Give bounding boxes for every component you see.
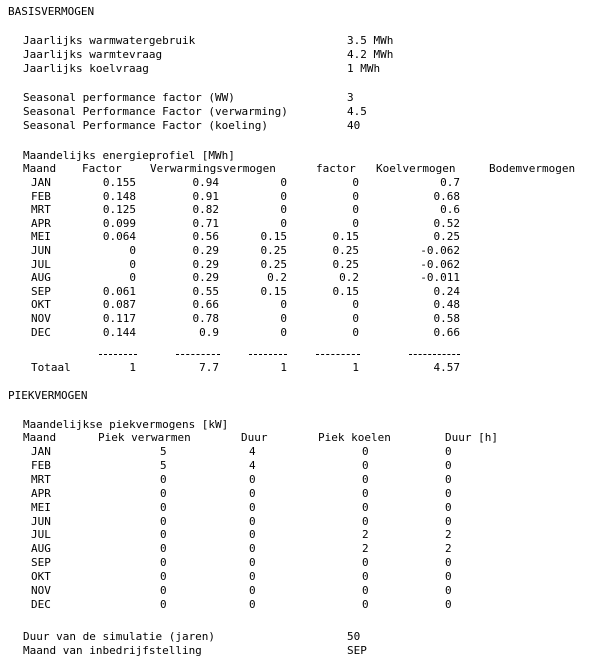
profile-cell-maand: JUN bbox=[31, 244, 51, 257]
profile-cell-verwarmingsvermogen: 0.56 bbox=[192, 230, 219, 244]
profile-cell-factor2: 0.15 bbox=[260, 284, 287, 298]
section-title-piekvermogen: PIEKVERMOGEN bbox=[8, 389, 88, 402]
profile-cell-verwarmingsvermogen: 0.82 bbox=[192, 203, 219, 217]
peak-cell-duur: 0 bbox=[249, 528, 256, 542]
profile-header-bodemvermogen: Bodemvermogen bbox=[489, 162, 576, 175]
peak-cell-duur-h: 0 bbox=[445, 570, 452, 584]
peak-cell-duur-h: 0 bbox=[445, 597, 452, 611]
profile-cell-bodemvermogen: 0.7 bbox=[440, 176, 460, 189]
peak-cell-duur-h: 0 bbox=[445, 445, 452, 458]
spf-label-ww: Seasonal performance factor (WW) bbox=[23, 91, 235, 104]
profile-cell-bodemvermogen: -0.062 bbox=[420, 244, 460, 257]
peak-cell-maand: JAN bbox=[31, 445, 51, 458]
peak-cell-piek-koelen: 0 bbox=[362, 584, 369, 597]
profile-cell-koelvermogen: 0.25 bbox=[332, 244, 359, 257]
section-title-basisvermogen: BASISVERMOGEN bbox=[8, 5, 95, 18]
peak-cell-duur-h: 0 bbox=[445, 458, 452, 472]
total-separator bbox=[409, 354, 460, 355]
spf-value-koeling: 40 bbox=[347, 119, 361, 132]
profile-cell-factor2: 0 bbox=[280, 298, 287, 312]
total-bodem: 4.57 bbox=[433, 361, 460, 374]
profile-cell-koelvermogen: 0 bbox=[352, 176, 359, 189]
peak-cell-maand: DEC bbox=[31, 597, 51, 611]
param-label-koelvraag: Jaarlijks koelvraag bbox=[23, 62, 149, 75]
total-koel: 1 bbox=[352, 361, 359, 374]
profile-cell-koelvermogen: 0 bbox=[352, 189, 359, 203]
profile-cell-maand: SEP bbox=[31, 284, 51, 298]
peak-cell-duur: 4 bbox=[249, 445, 256, 458]
peak-table-title: Maandelijkse piekvermogens [kW] bbox=[23, 418, 229, 431]
spf-label-koeling: Seasonal Performance Factor (koeling) bbox=[23, 119, 269, 132]
total-separator bbox=[176, 354, 220, 355]
profile-cell-factor: 0.144 bbox=[102, 325, 136, 339]
profile-cell-factor2: 0 bbox=[280, 325, 287, 339]
param-value-warmtevraag: 4.2 MWh bbox=[347, 48, 394, 61]
profile-cell-bodemvermogen: 0.68 bbox=[433, 189, 460, 203]
peak-cell-piek-koelen: 0 bbox=[362, 570, 369, 584]
peak-cell-duur: 0 bbox=[249, 570, 256, 584]
profile-cell-verwarmingsvermogen: 0.9 bbox=[199, 325, 219, 339]
profile-cell-verwarmingsvermogen: 0.94 bbox=[192, 176, 219, 189]
profile-header-koelvermogen: Koelvermogen bbox=[376, 162, 456, 175]
profile-cell-koelvermogen: 0 bbox=[352, 325, 359, 339]
peak-cell-piek-koelen: 0 bbox=[362, 486, 369, 500]
profile-cell-koelvermogen: 0.25 bbox=[332, 257, 359, 271]
spf-label-verwarming: Seasonal Performance Factor (verwarming) bbox=[23, 105, 288, 118]
profile-cell-maand: MEI bbox=[31, 230, 51, 244]
spf-value-verwarming: 4.5 bbox=[347, 105, 367, 118]
peak-cell-duur-h: 0 bbox=[445, 556, 452, 570]
peak-cell-duur-h: 2 bbox=[445, 528, 452, 542]
profile-cell-factor: 0.099 bbox=[102, 216, 136, 230]
total-verwarming: 7.7 bbox=[199, 361, 219, 374]
peak-cell-piek-koelen: 0 bbox=[362, 500, 369, 514]
profile-cell-factor2: 0.25 bbox=[260, 257, 287, 271]
profile-cell-factor2: 0 bbox=[280, 189, 287, 203]
peak-header-piek-koelen: Piek koelen bbox=[318, 431, 391, 444]
total-separator bbox=[249, 354, 287, 355]
peak-cell-piek-verwarmen: 0 bbox=[160, 514, 167, 528]
peak-cell-duur-h: 2 bbox=[445, 542, 452, 556]
param-label-warmtevraag: Jaarlijks warmtevraag bbox=[23, 48, 163, 61]
peak-cell-piek-verwarmen: 0 bbox=[160, 556, 167, 570]
peak-cell-duur-h: 0 bbox=[445, 486, 452, 500]
profile-cell-factor2: 0 bbox=[280, 216, 287, 230]
profile-header-maand: Maand bbox=[23, 162, 57, 175]
profile-cell-maand: AUG bbox=[31, 271, 51, 285]
profile-cell-factor: 0.148 bbox=[102, 189, 136, 203]
peak-cell-piek-koelen: 0 bbox=[362, 458, 369, 472]
profile-cell-koelvermogen: 0 bbox=[352, 298, 359, 312]
peak-cell-duur: 0 bbox=[249, 584, 256, 597]
peak-header-maand: Maand bbox=[23, 431, 57, 444]
profile-cell-factor: 0 bbox=[129, 257, 136, 271]
peak-cell-maand: APR bbox=[31, 486, 51, 500]
peak-cell-duur: 0 bbox=[249, 514, 256, 528]
peak-cell-maand: MEI bbox=[31, 500, 51, 514]
profile-cell-maand: OKT bbox=[31, 298, 51, 312]
peak-cell-piek-verwarmen: 0 bbox=[160, 528, 167, 542]
total-separator bbox=[99, 354, 137, 355]
peak-cell-piek-verwarmen: 0 bbox=[160, 486, 167, 500]
profile-cell-maand: DEC bbox=[31, 325, 51, 339]
profile-cell-verwarmingsvermogen: 0.29 bbox=[192, 244, 219, 257]
profile-cell-bodemvermogen: 0.58 bbox=[433, 312, 460, 325]
peak-cell-duur: 4 bbox=[249, 458, 256, 472]
peak-cell-piek-koelen: 2 bbox=[362, 528, 369, 542]
peak-cell-piek-koelen: 2 bbox=[362, 542, 369, 556]
peak-cell-duur: 0 bbox=[249, 556, 256, 570]
peak-header-duur-h: Duur [h] bbox=[445, 431, 498, 444]
profile-cell-factor2: 0 bbox=[280, 176, 287, 189]
param-value-koelvraag: 1 MWh bbox=[347, 62, 381, 75]
profile-cell-factor: 0.125 bbox=[102, 203, 136, 217]
profile-cell-factor2: 0 bbox=[280, 203, 287, 217]
profile-cell-verwarmingsvermogen: 0.91 bbox=[192, 189, 219, 203]
peak-cell-maand: JUL bbox=[31, 528, 51, 542]
peak-cell-duur-h: 0 bbox=[445, 584, 452, 597]
profile-cell-factor: 0.064 bbox=[102, 230, 136, 244]
peak-cell-piek-verwarmen: 0 bbox=[160, 472, 167, 486]
peak-cell-piek-verwarmen: 5 bbox=[160, 445, 167, 458]
peak-cell-duur-h: 0 bbox=[445, 500, 452, 514]
profile-cell-verwarmingsvermogen: 0.66 bbox=[192, 298, 219, 312]
profile-cell-factor: 0.061 bbox=[102, 284, 136, 298]
profile-cell-bodemvermogen: 0.52 bbox=[433, 216, 460, 230]
peak-cell-piek-verwarmen: 0 bbox=[160, 500, 167, 514]
profile-cell-verwarmingsvermogen: 0.71 bbox=[192, 216, 219, 230]
profile-cell-koelvermogen: 0 bbox=[352, 203, 359, 217]
profile-cell-factor: 0 bbox=[129, 244, 136, 257]
profile-cell-factor: 0.087 bbox=[102, 298, 136, 312]
peak-cell-duur: 0 bbox=[249, 472, 256, 486]
peak-cell-piek-verwarmen: 0 bbox=[160, 584, 167, 597]
param-label-warmwater: Jaarlijks warmwatergebruik bbox=[23, 34, 196, 47]
peak-cell-duur: 0 bbox=[249, 597, 256, 611]
profile-cell-maand: MRT bbox=[31, 203, 51, 217]
spf-value-ww: 3 bbox=[347, 91, 354, 104]
peak-cell-maand: JUN bbox=[31, 514, 51, 528]
footer-label-simulatie: Duur van de simulatie (jaren) bbox=[23, 630, 216, 643]
profile-cell-bodemvermogen: 0.6 bbox=[440, 203, 460, 217]
profile-cell-koelvermogen: 0.2 bbox=[339, 271, 359, 285]
profile-cell-factor: 0.155 bbox=[102, 176, 136, 189]
profile-cell-verwarmingsvermogen: 0.55 bbox=[192, 284, 219, 298]
profile-cell-factor2: 0.15 bbox=[260, 230, 287, 244]
peak-cell-maand: FEB bbox=[31, 458, 51, 472]
profile-cell-bodemvermogen: -0.011 bbox=[420, 271, 460, 285]
profile-cell-bodemvermogen: 0.25 bbox=[433, 230, 460, 244]
profile-cell-bodemvermogen: 0.24 bbox=[433, 284, 460, 298]
peak-cell-duur: 0 bbox=[249, 486, 256, 500]
peak-header-duur: Duur bbox=[241, 431, 268, 444]
peak-cell-piek-koelen: 0 bbox=[362, 445, 369, 458]
profile-cell-factor2: 0.2 bbox=[267, 271, 287, 285]
profile-cell-koelvermogen: 0 bbox=[352, 216, 359, 230]
profile-cell-maand: APR bbox=[31, 216, 51, 230]
total-separator bbox=[316, 354, 360, 355]
peak-cell-piek-koelen: 0 bbox=[362, 597, 369, 611]
peak-cell-piek-verwarmen: 0 bbox=[160, 597, 167, 611]
profile-cell-factor: 0 bbox=[129, 271, 136, 285]
peak-cell-maand: AUG bbox=[31, 542, 51, 556]
profile-header-verwarmingsvermogen: Verwarmingsvermogen bbox=[150, 162, 276, 175]
profile-cell-koelvermogen: 0.15 bbox=[332, 230, 359, 244]
footer-label-inbedrijfstelling: Maand van inbedrijfstelling bbox=[23, 644, 202, 657]
peak-cell-piek-verwarmen: 0 bbox=[160, 570, 167, 584]
peak-header-piek-verwarmen: Piek verwarmen bbox=[98, 431, 191, 444]
footer-value-simulatie: 50 bbox=[347, 630, 361, 643]
peak-cell-maand: OKT bbox=[31, 570, 51, 584]
peak-cell-maand: SEP bbox=[31, 556, 51, 570]
total-factor2: 1 bbox=[280, 361, 287, 374]
peak-cell-duur: 0 bbox=[249, 500, 256, 514]
peak-cell-piek-koelen: 0 bbox=[362, 472, 369, 486]
profile-cell-maand: NOV bbox=[31, 312, 51, 325]
param-value-warmwater: 3.5 MWh bbox=[347, 34, 394, 47]
footer-value-inbedrijfstelling: SEP bbox=[347, 644, 367, 657]
peak-cell-piek-koelen: 0 bbox=[362, 514, 369, 528]
profile-cell-verwarmingsvermogen: 0.78 bbox=[192, 312, 219, 325]
peak-cell-duur: 0 bbox=[249, 542, 256, 556]
peak-cell-piek-verwarmen: 0 bbox=[160, 542, 167, 556]
total-label: Totaal bbox=[31, 361, 71, 374]
profile-cell-factor: 0.117 bbox=[102, 312, 136, 325]
profile-cell-verwarmingsvermogen: 0.29 bbox=[192, 257, 219, 271]
profile-cell-bodemvermogen: 0.48 bbox=[433, 298, 460, 312]
peak-cell-duur-h: 0 bbox=[445, 514, 452, 528]
total-factor: 1 bbox=[129, 361, 136, 374]
profile-cell-maand: JAN bbox=[31, 176, 51, 189]
peak-cell-piek-verwarmen: 5 bbox=[160, 458, 167, 472]
profile-cell-koelvermogen: 0 bbox=[352, 312, 359, 325]
peak-cell-maand: MRT bbox=[31, 472, 51, 486]
profile-cell-verwarmingsvermogen: 0.29 bbox=[192, 271, 219, 285]
profile-cell-maand: FEB bbox=[31, 189, 51, 203]
profile-header-factor2: factor bbox=[316, 162, 356, 175]
peak-cell-duur-h: 0 bbox=[445, 472, 452, 486]
profile-cell-bodemvermogen: -0.062 bbox=[420, 257, 460, 271]
peak-cell-maand: NOV bbox=[31, 584, 51, 597]
peak-cell-piek-koelen: 0 bbox=[362, 556, 369, 570]
profile-table-title: Maandelijks energieprofiel [MWh] bbox=[23, 149, 235, 162]
profile-cell-bodemvermogen: 0.66 bbox=[433, 325, 460, 339]
profile-cell-factor2: 0.25 bbox=[260, 244, 287, 257]
profile-cell-factor2: 0 bbox=[280, 312, 287, 325]
profile-cell-maand: JUL bbox=[31, 257, 51, 271]
profile-header-factor: Factor bbox=[82, 162, 122, 175]
profile-cell-koelvermogen: 0.15 bbox=[332, 284, 359, 298]
